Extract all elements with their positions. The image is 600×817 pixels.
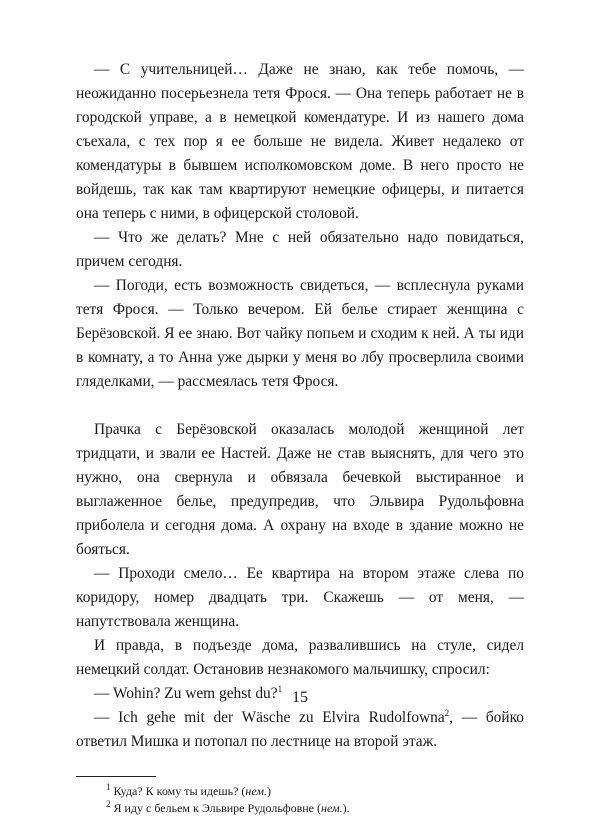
footnote-1: $^1$ Куда? К кому ты идешь? (нем.): [106, 782, 272, 798]
footnote-2-lang: нем.: [321, 801, 343, 815]
paragraph-6: И правда, в подъезде дома, развалившись на стуле, сидел немецкий солдат. Остановив незнакомого мальчишку, спросил:: [76, 637, 524, 678]
page-number: 15: [292, 689, 308, 706]
footnote-1-close: ): [267, 784, 272, 798]
footnote-2: $^2$ Я иду с бельем к Эльвире Рудольфовне (нем.).: [106, 799, 350, 815]
footnote-2-close: ).: [342, 801, 350, 815]
section-break: [76, 394, 524, 418]
paragraph-3: — Погоди, есть возможность свидеться, — всплеснула руками тетя Фрося. — Только вечером. Ей белье стирает женщина с Берёзовской. Я ее знаю. Вот чайку попьем и сходим к ней. А ты иди в комнату, а то Анна уже дырки у меня во лбу просверлила своими гляделками, — рассмеялась тетя Фрося.: [76, 277, 524, 390]
footnote-ref-1[interactable]: 1: [277, 683, 283, 694]
paragraph-8: [76, 706, 524, 754]
paragraph-1: — С учительницей… Даже не знаю, как тебе помочь, — неожиданно посерьезнела тетя Фрося. — Она теперь работает не в городской управе, а в немецкой комендатуре. И из нашего дома съехала, с тех пор я ее больше не видела. Живет недалеко от комендатуры в бывшем исполкомовском доме. В него просто не войдешь, так как там квартируют немецкие офицеры, и питается она теперь с ними, в офицерской столовой.: [76, 61, 524, 222]
footnote-1-lang: нем.: [245, 784, 268, 798]
footnote-1-mark: 1: [106, 782, 111, 792]
footnote-divider: [76, 776, 156, 777]
paragraph-5: — Проходи смело… Ее квартира на втором этаже слева по коридору, номер двадцать три. Скажешь — от меня, — напутствовала женщина.: [76, 565, 524, 630]
german-answer: — Ich gehe mit der Wäsche zu Elvira Rudolfowna: [94, 709, 445, 726]
german-question: — Wohin? Zu wem gehst du?: [94, 685, 278, 702]
paragraph-2: — Что же делать? Мне с ней обязательно надо повидаться, причем сегодня.: [76, 229, 524, 270]
footnote-ref-2[interactable]: 2: [444, 707, 450, 718]
footnote-2-mark: 2: [106, 799, 111, 809]
footnote-2-text: Я иду с бельем к Эльвире Рудольфовне: [113, 801, 317, 815]
paragraph-4: Прачка с Берёзовской оказалась молодой женщиной лет тридцати, и звали ее Настей. Даже не став выяснять, для чего это нужно, она свернула и обвязала бечевкой выстиранное и выглаженное белье, предупредив, что Эльвира Рудольфовна приболела и сегодня дома. А охрану на входе в здание можно не бояться.: [76, 421, 524, 558]
paragraph-8-tail: , — бойко ответил Мишка и потопал по лестнице на второй этаж.: [76, 709, 524, 750]
footnote-1-text: Куда? К кому ты идешь?: [113, 784, 242, 798]
